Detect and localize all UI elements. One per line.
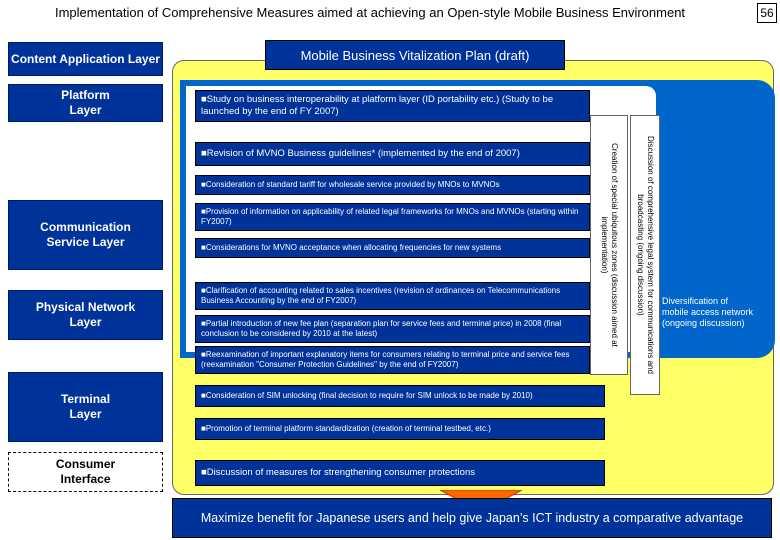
item-explanatory-reexamination: ■Reexamination of important explanatory items for consumers relating to terminal price and service fees (reexamination "Consumer Protection Guidelines" by the end of FY2007) bbox=[195, 346, 590, 374]
page-title: Implementation of Comprehensive Measures aimed at achieving an Open-style Mobile Business Environment bbox=[54, 5, 686, 20]
item-terminal-platform: ■Promotion of terminal platform standardization (creation of terminal testbed, etc.) bbox=[195, 418, 605, 440]
legal-system-text: Discussion of comprehensive legal system for communications and broadcasting (ongoing discussion) bbox=[636, 136, 655, 374]
plan-header: Mobile Business Vitalization Plan (draft) bbox=[265, 40, 565, 70]
goal-banner: Maximize benefit for Japanese users and help give Japan’s ICT industry a comparative advantage bbox=[172, 498, 772, 538]
item-new-fee-plan: ■Partial introduction of new fee plan (separation plan for service fees and terminal price) in 2008 (final conclusion to be considered by 2010 at the latest) bbox=[195, 315, 590, 343]
item-legal-framework-info: ■Provision of information on applicability of related legal frameworks for MNOs and MVNOs (starting within FY2007) bbox=[195, 203, 590, 231]
item-standard-tariff: ■Consideration of standard tariff for wholesale service provided by MNOs to MVNOs bbox=[195, 175, 590, 195]
item-consumer-protection: ■Discussion of measures for strengthening consumer protections bbox=[195, 460, 605, 486]
legal-system-box bbox=[630, 115, 660, 395]
item-platform-study: ■Study on business interoperability at platform layer (ID portability etc.) (Study to be launched by the end of FY 2007) bbox=[195, 90, 590, 122]
mobile-access-diversification-note: Diversification of mobile access network (ongoing discussion) bbox=[662, 296, 754, 328]
page-number: 56 bbox=[757, 3, 777, 23]
ubiquitous-zones-text: Creation of special ubiquitous zones (discussion aimed at implementation) bbox=[600, 143, 619, 347]
content-application-layer-label: Content Application Layer bbox=[8, 42, 163, 76]
consumer-interface-label: Consumer Interface bbox=[8, 452, 163, 492]
item-sim-unlocking: ■Consideration of SIM unlocking (final decision to require for SIM unlock to be made by 2010) bbox=[195, 385, 605, 407]
platform-layer-label: Platform Layer bbox=[8, 84, 163, 122]
item-frequency-allocation: ■Considerations for MVNO acceptance when allocating frequencies for new systems bbox=[195, 238, 590, 258]
terminal-layer-label: Terminal Layer bbox=[8, 372, 163, 442]
physical-network-layer-label: Physical Network Layer bbox=[8, 290, 163, 340]
communication-service-layer-label: Communication Service Layer bbox=[8, 200, 163, 270]
item-mvno-guideline-revision: ■Revision of MVNO Business guidelines* (implemented by the end of 2007) bbox=[195, 142, 590, 166]
item-accounting-clarification: ■Clarification of accounting related to sales incentives (revision of ordinances on Telecommunications Business Accounting by the end of FY2007) bbox=[195, 282, 590, 310]
ubiquitous-zones-box bbox=[590, 115, 628, 375]
